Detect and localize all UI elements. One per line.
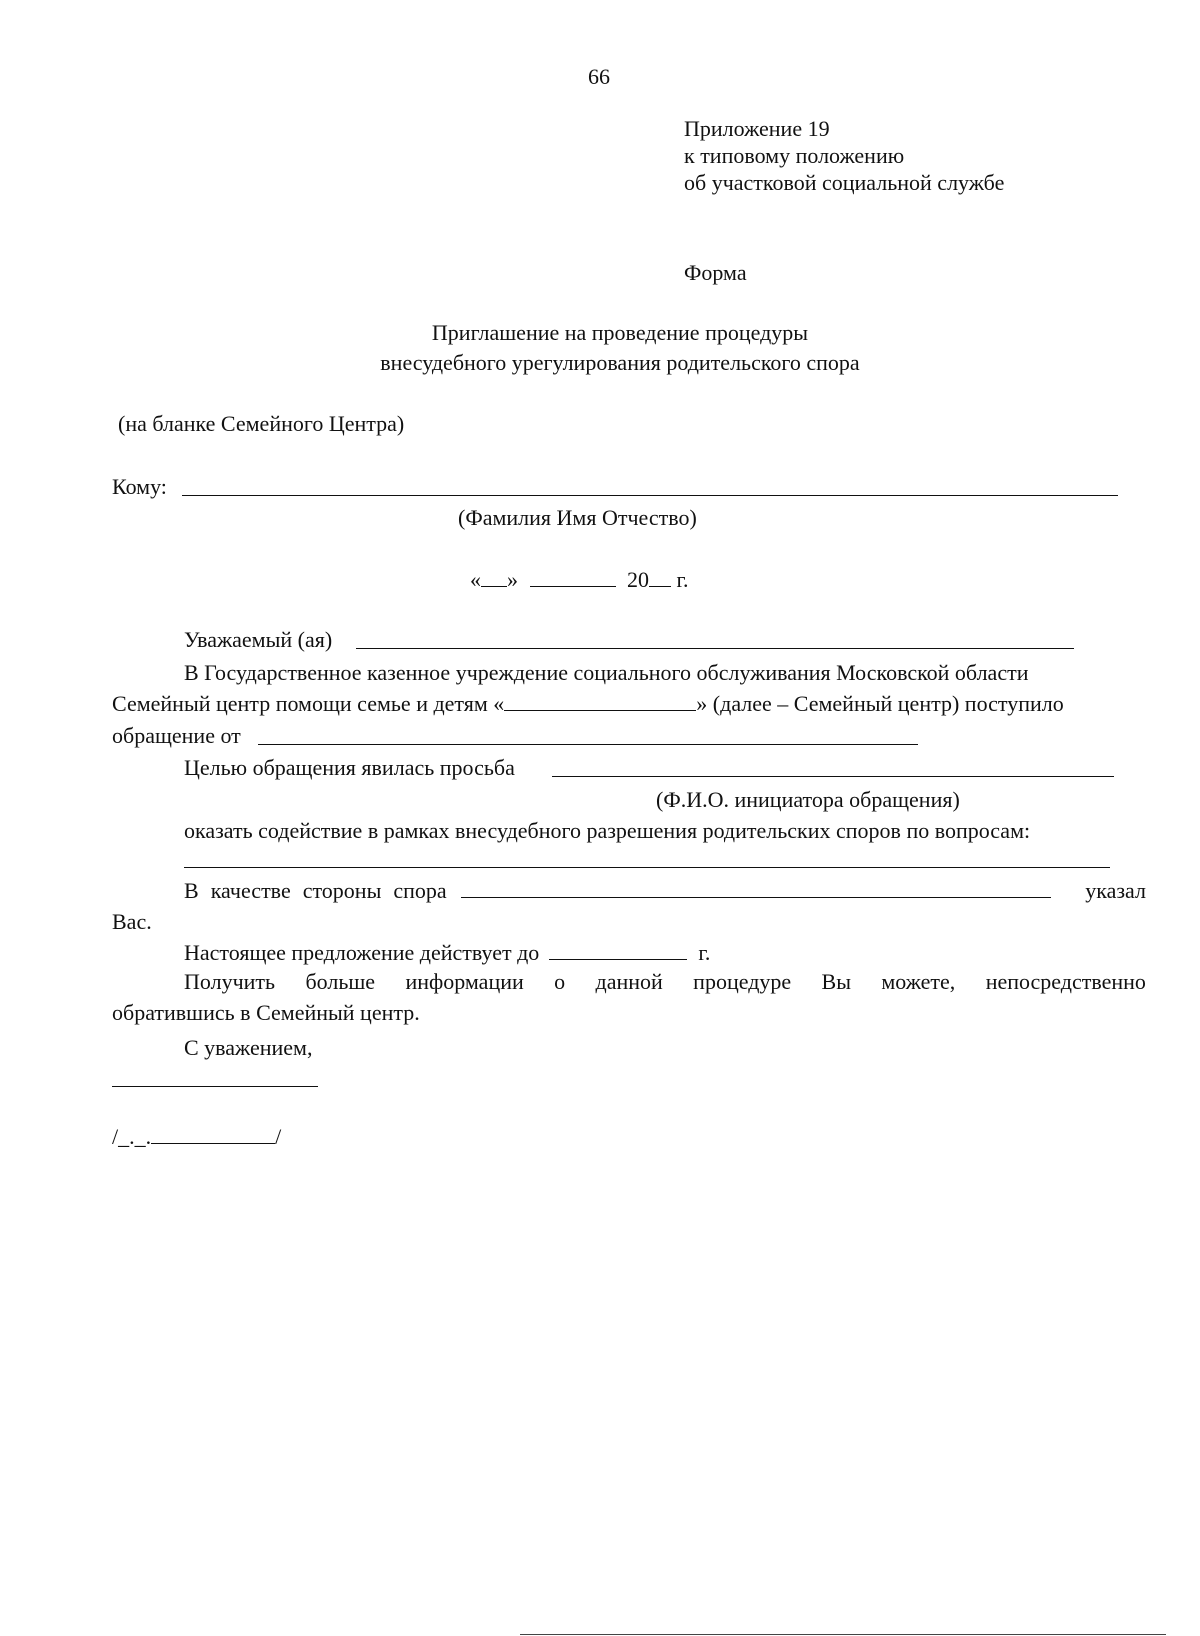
closing: С уважением, xyxy=(184,1035,313,1060)
signature-name-line xyxy=(112,1124,281,1150)
recipient-name-field[interactable] xyxy=(182,495,1118,496)
recipient-label: Кому: xyxy=(112,474,167,499)
p3-word: В xyxy=(184,878,199,903)
date-open-quote: « xyxy=(470,567,481,592)
p5-word: непосредственно xyxy=(985,969,1146,994)
date-month-field[interactable] xyxy=(530,568,616,587)
signature-field[interactable] xyxy=(112,1086,318,1087)
initiator-caption: (Ф.И.О. инициатора обращения) xyxy=(656,787,960,812)
date-year-field[interactable] xyxy=(649,568,671,587)
p5-word: Вы xyxy=(821,969,851,994)
paragraph-1-line-2 xyxy=(112,691,1064,717)
appendix-line-1: Приложение 19 xyxy=(684,116,830,141)
p5-word: процедуре xyxy=(693,969,792,994)
paragraph-5-line-1 xyxy=(184,969,1146,995)
appendix-line-2: к типовому положению xyxy=(684,143,905,168)
paragraph-2-line-1: Целью обращения явилась просьба xyxy=(184,755,515,780)
p3-word: качестве xyxy=(210,878,291,903)
signature-slash-close: / xyxy=(275,1124,282,1149)
p5-word: Получить xyxy=(184,969,276,994)
signature-slash-open: / xyxy=(112,1124,119,1149)
p3-word: спора xyxy=(393,878,447,903)
paragraph-3-line-2: Вас. xyxy=(112,909,152,934)
signature-initials: _._. xyxy=(118,1124,152,1149)
paragraph-4 xyxy=(184,940,710,966)
date-close-quote: » xyxy=(507,567,518,592)
document-title-line-1: Приглашение на проведение процедуры xyxy=(431,320,809,345)
form-label: Форма xyxy=(684,260,747,285)
date-line xyxy=(470,567,689,593)
paragraph-1-line-3: обращение от xyxy=(112,723,241,748)
validity-text: Настоящее предложение действует до xyxy=(184,940,540,965)
paragraph-3-line-1 xyxy=(184,878,1146,904)
questions-field[interactable] xyxy=(184,867,1110,868)
paragraph-1-line-1: В Государственное казенное учреждение социального обслуживания Московской области xyxy=(184,660,1029,685)
p3-word: стороны xyxy=(302,878,382,903)
p5-word: данной xyxy=(595,969,663,994)
date-day-field[interactable] xyxy=(481,568,507,587)
recipient-caption: (Фамилия Имя Отчество) xyxy=(458,505,697,530)
request-field[interactable] xyxy=(552,776,1114,777)
date-year-prefix: 20 xyxy=(627,567,649,592)
center-name-field[interactable] xyxy=(504,692,696,711)
validity-suffix: г. xyxy=(698,940,711,965)
letterhead-note: (на бланке Семейного Центра) xyxy=(118,411,405,436)
page-number: 66 xyxy=(588,64,610,89)
appendix-line-3: об участковой социальной службе xyxy=(684,170,1005,195)
paragraph-5-line-2: обратившись в Семейный центр. xyxy=(112,1000,420,1025)
scan-edge-line xyxy=(520,1634,1166,1635)
document-title-line-2: внесудебного урегулирования родительского спора xyxy=(380,350,860,375)
dispute-party-field[interactable] xyxy=(461,879,1051,898)
paragraph-2-line-2: оказать содействие в рамках внесудебного разрешения родительских споров по вопросам: xyxy=(184,818,1031,843)
p5-word: можете, xyxy=(881,969,956,994)
center-name-suffix: » (далее – Семейный центр) поступило xyxy=(696,691,1064,716)
p5-word: о xyxy=(554,969,566,994)
p3-end: указал xyxy=(1085,878,1146,903)
date-year-suffix: г. xyxy=(676,567,689,592)
greeting: Уважаемый (ая) xyxy=(184,627,333,652)
applicant-field[interactable] xyxy=(258,744,918,745)
p5-word: информации xyxy=(405,969,524,994)
greeting-name-field[interactable] xyxy=(356,648,1074,649)
p5-word: больше xyxy=(305,969,376,994)
center-name-prefix: Семейный центр помощи семье и детям « xyxy=(112,691,505,716)
signature-surname-field[interactable] xyxy=(151,1125,275,1144)
validity-date-field[interactable] xyxy=(549,941,687,960)
